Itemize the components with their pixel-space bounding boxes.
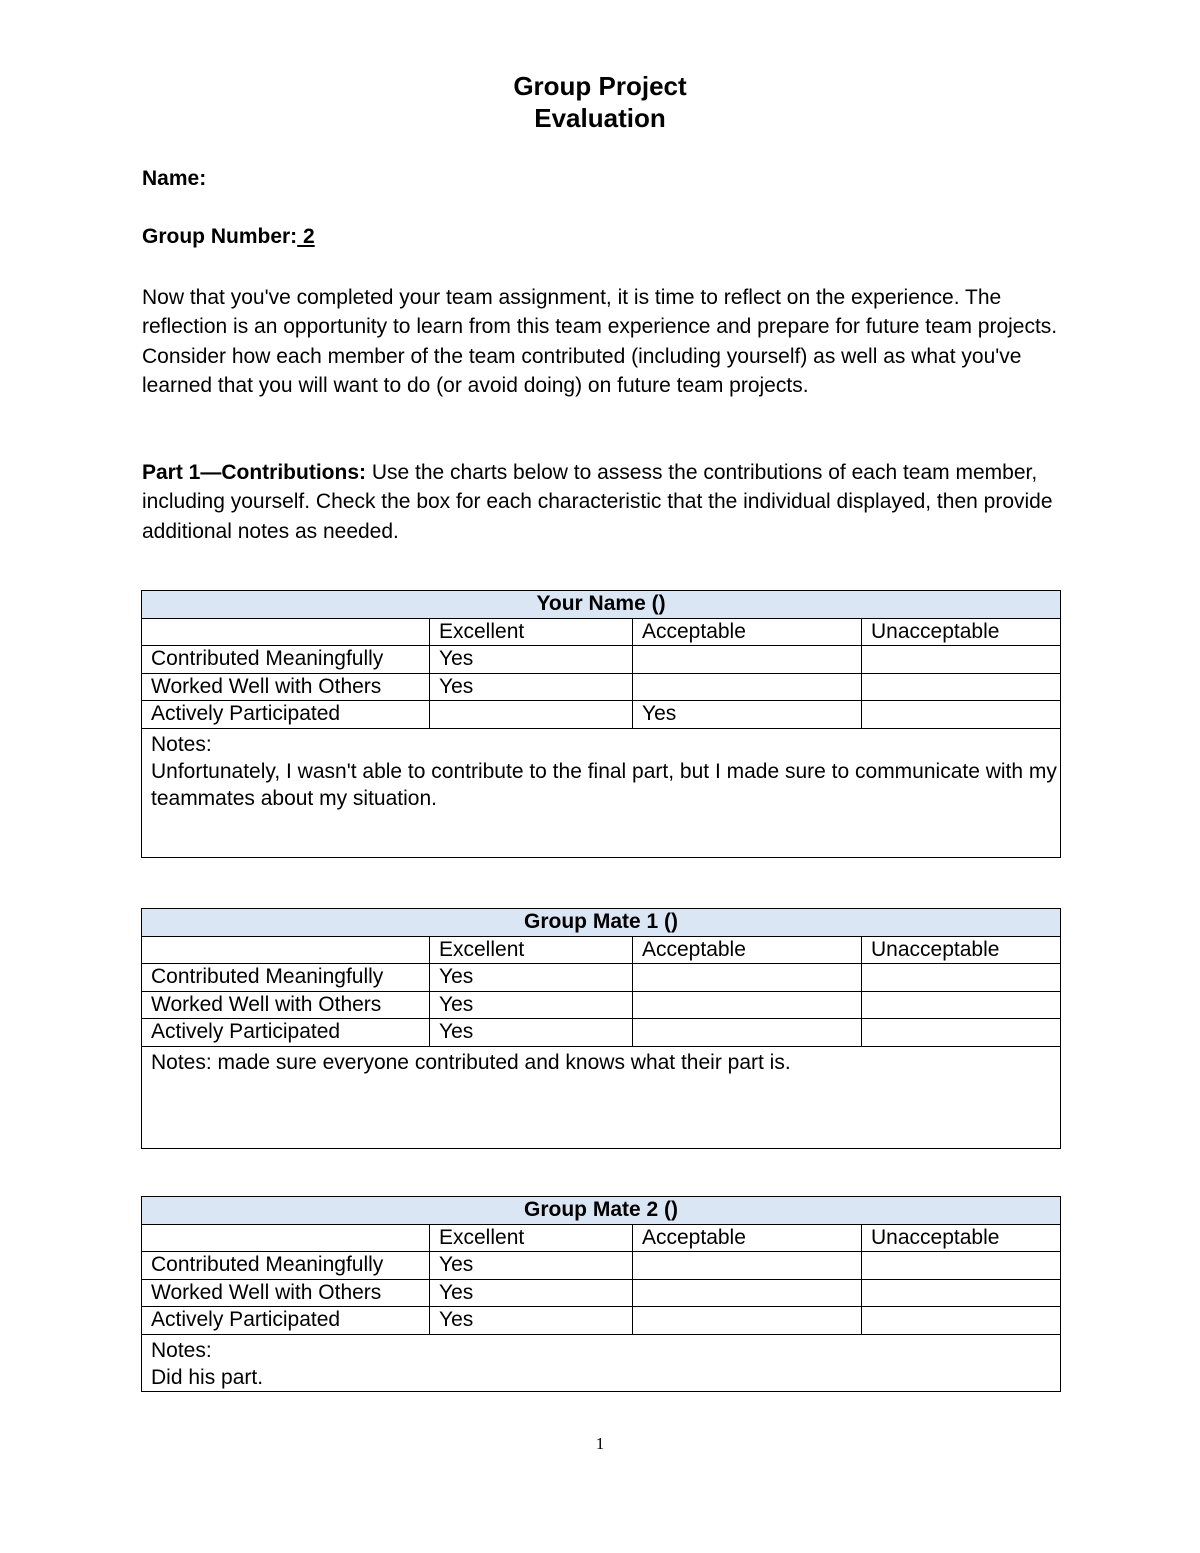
rating-cell-acceptable[interactable] — [633, 1307, 862, 1335]
row-label: Actively Participated — [142, 1307, 430, 1335]
rating-cell-excellent[interactable]: Yes — [430, 1252, 633, 1280]
rating-cell-acceptable[interactable]: Yes — [633, 701, 862, 729]
row-label: Actively Participated — [142, 1019, 430, 1047]
notes-text: Did his part. — [151, 1365, 264, 1389]
column-header-acceptable: Acceptable — [633, 618, 862, 646]
rating-cell-unacceptable[interactable] — [862, 673, 1061, 701]
rating-cell-acceptable[interactable] — [633, 991, 862, 1019]
row-label: Worked Well with Others — [142, 991, 430, 1019]
rating-cell-excellent[interactable]: Yes — [430, 1279, 633, 1307]
table-row — [142, 1252, 1061, 1280]
rating-cell-excellent[interactable]: Yes — [430, 964, 633, 992]
column-header — [142, 1224, 430, 1252]
table-row — [142, 964, 1061, 992]
notes-label: Notes: — [151, 732, 212, 756]
table-heading: Group Mate 2 () — [142, 1197, 1061, 1225]
table-row — [142, 701, 1061, 729]
row-label: Worked Well with Others — [142, 673, 430, 701]
rating-cell-acceptable[interactable] — [633, 673, 862, 701]
rating-cell-excellent[interactable]: Yes — [430, 646, 633, 674]
rating-cell-excellent[interactable] — [430, 701, 633, 729]
name-field[interactable] — [142, 167, 206, 191]
table-row — [142, 1279, 1061, 1307]
table-heading: Group Mate 1 () — [142, 909, 1061, 937]
rating-cell-acceptable[interactable] — [633, 1019, 862, 1047]
row-label: Contributed Meaningfully — [142, 1252, 430, 1280]
rating-cell-unacceptable[interactable] — [862, 1252, 1061, 1280]
group-number-label: Group Number: — [142, 225, 298, 248]
notes-cell[interactable] — [142, 1334, 1061, 1391]
table-row — [142, 673, 1061, 701]
notes-text: made sure everyone contributed and knows what their part is. — [211, 1050, 791, 1074]
rating-cell-unacceptable[interactable] — [862, 1019, 1061, 1047]
table-row — [142, 991, 1061, 1019]
rating-cell-excellent[interactable]: Yes — [430, 673, 633, 701]
notes-label: Notes: — [151, 1050, 212, 1074]
row-label: Contributed Meaningfully — [142, 964, 430, 992]
notes-text: Unfortunately, I wasn't able to contribute to the final part, but I made sure to communicate with my teammates about my situation. — [151, 759, 1057, 810]
page-number: 1 — [595, 1434, 605, 1453]
rating-cell-excellent[interactable]: Yes — [430, 1019, 633, 1047]
evaluation-table-mate-1 — [141, 908, 1061, 1149]
evaluation-table-mate-2 — [141, 1196, 1061, 1392]
row-label: Contributed Meaningfully — [142, 646, 430, 674]
column-header-unacceptable: Unacceptable — [862, 618, 1061, 646]
document-title-line1: Group Project — [513, 71, 687, 101]
part1-paragraph — [142, 458, 1082, 546]
column-header-unacceptable: Unacceptable — [862, 936, 1061, 964]
column-header-excellent: Excellent — [430, 936, 633, 964]
column-header-acceptable: Acceptable — [633, 1224, 862, 1252]
column-header-excellent: Excellent — [430, 618, 633, 646]
rating-cell-unacceptable[interactable] — [862, 991, 1061, 1019]
rating-cell-acceptable[interactable] — [633, 646, 862, 674]
name-label: Name: — [142, 167, 207, 190]
row-label: Actively Participated — [142, 701, 430, 729]
table-row — [142, 1019, 1061, 1047]
rating-cell-excellent[interactable]: Yes — [430, 1307, 633, 1335]
rating-cell-unacceptable[interactable] — [862, 646, 1061, 674]
part1-text: Use the charts below to assess the contributions of each team member, including yourself. Check the box for each characteristic that the individual displayed, then provide additional notes as needed. — [142, 461, 1053, 543]
row-label: Worked Well with Others — [142, 1279, 430, 1307]
column-header — [142, 936, 430, 964]
notes-cell[interactable] — [142, 728, 1061, 857]
notes-cell[interactable] — [142, 1046, 1061, 1148]
rating-cell-excellent[interactable]: Yes — [430, 991, 633, 1019]
evaluation-table-self — [141, 590, 1061, 858]
rating-cell-acceptable[interactable] — [633, 1279, 862, 1307]
notes-label: Notes: — [151, 1338, 212, 1362]
rating-cell-unacceptable[interactable] — [862, 1307, 1061, 1335]
column-header-unacceptable: Unacceptable — [862, 1224, 1061, 1252]
rating-cell-unacceptable[interactable] — [862, 964, 1061, 992]
group-number-field[interactable] — [142, 225, 315, 249]
rating-cell-unacceptable[interactable] — [862, 1279, 1061, 1307]
intro-paragraph: Now that you've completed your team assignment, it is time to reflect on the experience. The reflection is an opportunity to learn from this team experience and prepare for future team projects. Consider how each member of the team contributed (including yourself) as well as what you've learned that you will want to do (or avoid doing) on future team projects. — [142, 286, 1058, 397]
group-number-value: 2 — [297, 225, 315, 248]
part1-label: Part 1—Contributions: — [142, 461, 366, 484]
column-header-acceptable: Acceptable — [633, 936, 862, 964]
rating-cell-unacceptable[interactable] — [862, 701, 1061, 729]
table-heading: Your Name () — [142, 591, 1061, 619]
rating-cell-acceptable[interactable] — [633, 1252, 862, 1280]
column-header — [142, 618, 430, 646]
table-row — [142, 646, 1061, 674]
document-title-line2: Evaluation — [534, 103, 666, 133]
rating-cell-acceptable[interactable] — [633, 964, 862, 992]
column-header-excellent: Excellent — [430, 1224, 633, 1252]
table-row — [142, 1307, 1061, 1335]
